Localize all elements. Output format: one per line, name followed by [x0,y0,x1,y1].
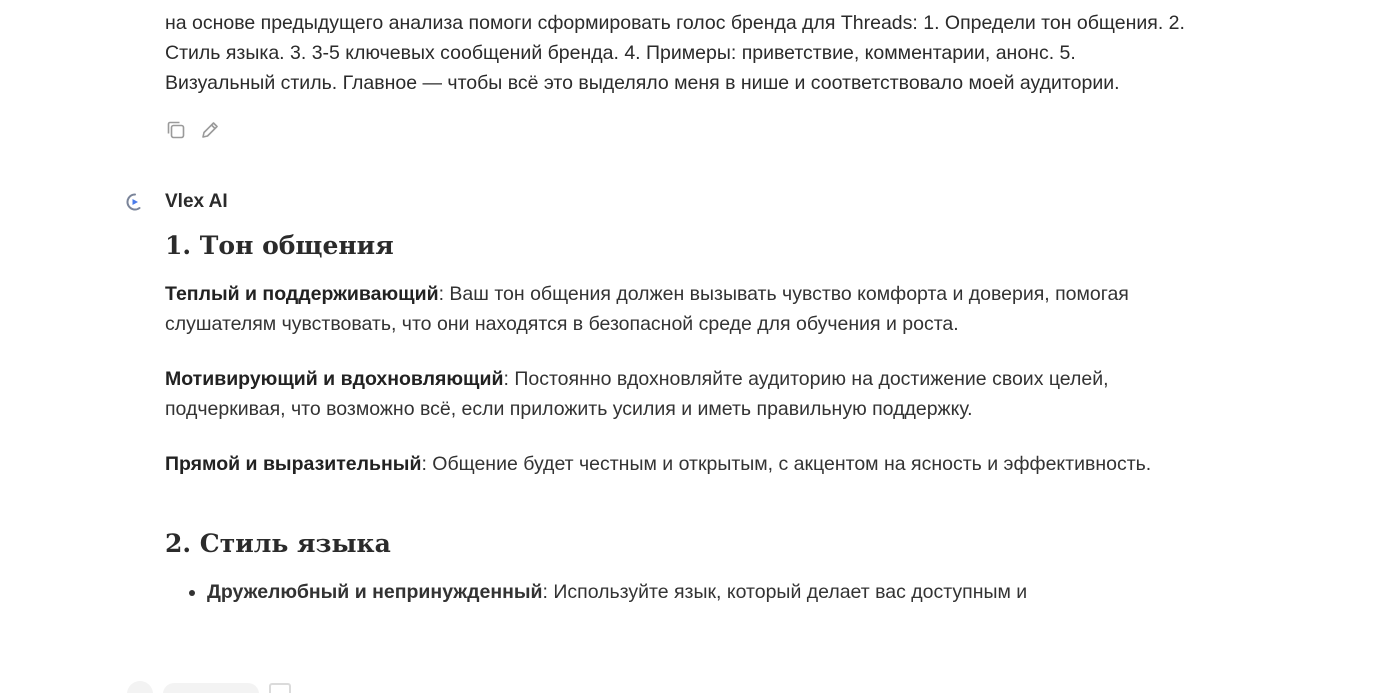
composer-icon[interactable] [269,683,291,693]
paragraph-direct [165,449,1185,479]
paragraph-motivating [165,364,1185,424]
list-item-text: : Используйте язык, который делает вас доступным и [542,581,1028,603]
paragraph-warm [165,279,1185,339]
paragraph-text: : Постоянно вдохновляйте аудиторию на достижение своих целей, подчеркивая, что возможно всё, если приложить усилия и иметь правильную поддержку. [165,368,1109,420]
assistant-logo-icon [123,191,145,213]
assistant-name: Vlex AI [165,191,228,212]
section-heading-tone: 1. Тон общения [165,231,394,260]
pencil-icon[interactable] [199,119,221,141]
composer-pill-button[interactable] [163,683,259,693]
list-item [207,577,1185,607]
user-message-actions [165,118,1185,142]
paragraph-bold: Теплый и поддерживающий [165,283,439,305]
chat-content [165,8,1185,607]
language-style-list [165,577,1185,607]
copy-icon[interactable] [165,119,187,141]
paragraph-bold: Прямой и выразительный [165,453,422,475]
section-heading-language-style: 2. Стиль языка [165,529,391,558]
paragraph-bold: Мотивирующий и вдохновляющий [165,368,504,390]
composer-avatar[interactable] [127,681,153,693]
paragraph-text: : Ваш тон общения должен вызывать чувство комфорта и доверия, помогая слушателям чувствовать, что они находятся в безопасной среде для обучения и роста. [165,283,1129,335]
user-message-text: на основе предыдущего анализа помоги сформировать голос бренда для Threads: 1. Определи тон общения. 2. Стиль языка. 3. 3-5 ключевых сообщений бренда. 4. Примеры: приветствие, комментарии, анонс. 5. Визуальный стиль. Главное — чтобы всё это выделяло меня в нише и соответствовало моей аудитории. [165,12,1185,94]
list-item-bold: Дружелюбный и непринужденный [207,581,543,603]
composer-bar-partial [127,684,291,693]
assistant-header [165,187,1185,217]
paragraph-text: : Общение будет честным и открытым, с акцентом на ясность и эффективность. [421,453,1152,475]
